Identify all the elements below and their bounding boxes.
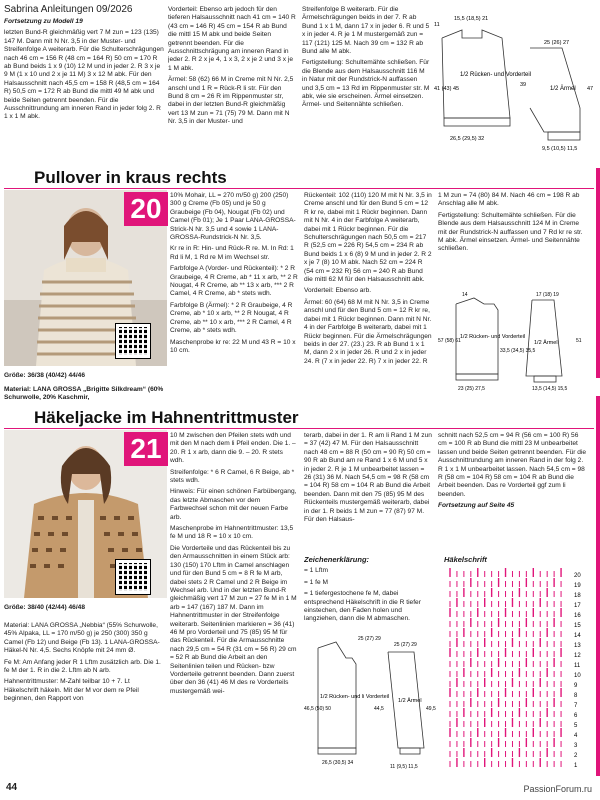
chart-row-number: 10 [574,673,581,679]
chart-row-number: 19 [574,583,581,589]
piece-label: 1/2 Rücken- und li Vorderteil [320,694,390,700]
dim-label: 25 (27) 29 [394,642,417,648]
sec21-column-2 [304,432,432,550]
dim-label: 11 (9,5) 11,5 [390,764,418,770]
paragraph: Die Vorderteile und das Rückenteil bis zu den Armausschnitten in einem Stück arb: 130 (150) 170 Lftm in Camel anschlagen und für den Bund 5 cm = 8 R fe M arb, dabei stets 2 R Camel und 2 R Beige im Wechsel arb. Und in der letzten Bund-R gleichmäßig vert 17 M zun = 27 fe M in 1 M arb = 147 (167) 187 M. Dann im Hahnentrittmuster in der Streifenfolge weiterarb. Seitenlinien markieren = 36 (41) 46 M pro Vorderteil und 75 (85) 95 M für das Rückenteil. Für die Armausschnitte nach 29,5 cm = 54 R (31 cm = 56 R) 29 cm = 52 R ab Bund die Arbeit an den Seitenlinien teilen und Rücken- bzw Vorderteile getrennt beenden. Dann zuerst über den 36 (41) 46 M des re Vorderteils mustergemäß wei- [170,544,297,695]
chart-row-number: 2 [574,753,578,759]
dim-label: 15,5 (18,5) 21 [454,16,489,22]
chart-row-number: 4 [574,733,578,739]
paragraph: Kr re in R: Hin- und Rück-R re. M. In Rd: 1 Rd li M, 1 Rd re M im Wechsel str. [170,245,294,261]
sec21-column-0 [4,622,164,778]
chart-row-number: 6 [574,713,578,719]
material-line: Material: LANA GROSSA „Brigitte Silkdream“ (60% Schurwolle, 20% Kaschmir, [4,386,164,402]
section-accent-bar [596,396,600,776]
top-column-2 [168,6,296,166]
chart-row-number: 11 [574,663,581,669]
paragraph: Hinweis: Für einen schönen Farbübergang, das letzte Abmaschen vor dem Farbwechsel schon mit der neuen Farbe arb. [170,488,297,521]
page-number: 44 [6,782,18,793]
paragraph: Vorderteil: Ebenso arb jedoch für den tieferen Halsausschnitt nach 41 cm = 140 R (43 cm = 146 R) 45 cm = 154 R ab Bund die mittl 15 M abk und beide Seiten getrennt beenden. Für die Ausschnittschrägung am inneren Rand in jeder 2. R 2 x je 4, 1 x 3, 2 x je 2 und 3 x je 1 M abk. [168,6,296,72]
paragraph: Material: LANA GROSSA „Nebbia“ (55% Schurwolle, 45% Alpaka, LL = 170 m/50 g) je 250 (300) 350 g Camel (Fb 12) und Beige (Fb 13). 1 LANA-GROSSA-Häkel-N Nr. 4,5. Sechs Knöpfe mit 24 mm Ø. [4,622,160,655]
paragraph: Ärmel: 60 (64) 68 M mit N Nr. 3,5 in Creme anschl und für den Bund 5 cm = 12 R kr re, dabei mit 1 Rückr beginnen. Dann mit N Nr. 4 in der Farbfolge B weiterarb, dabei mit 1 Rückr beginnen. Für die Ärmelschrägungen beids in der 27. (23.) 23. R ab Bund 1 x 1 M, dann 2 x in jeder 26. R und 2 x in jeder 24. R (7 x in jeder 22. R) 7 x in jeder 22. R [304,298,432,365]
paragraph: 10% Mohair, LL = 270 m/50 g) 200 (250) 300 g Creme (Fb 05) und je 50 g Graubeige (Fb 04), Nougat (Fb 02) und Camel (Fb 01); Je 1 Paar LANA-GROSSA-Strick-N Nr. 3,5 und 4 sowie 1 LANA-GROSSA-Rundstrick-N Nr. 3,5. [170,192,296,242]
dim-label: 17 (18) 19 [536,292,559,298]
chart-row-number: 1 [574,763,578,769]
crochet-chart-title: Häkelschrift [444,555,487,564]
sec20-column-1 [170,192,298,392]
paragraph: Fe M: Am Anfang jeder R 1 Lftm zusätzlich arb. Die 1. fe M der 1. R in die 2. Lftm ab N arb. [4,658,161,675]
dim-label: 25 (26) 27 [544,40,570,46]
paragraph: Maschenprobe im Hahnentrittmuster: 13,5 fe M und 18 R = 10 x 10 cm. [170,525,294,541]
piece-label: 1/2 Ärmel [398,698,422,704]
piece-label: 1/2 Ärmel [550,86,576,92]
legend-item: = 1 Lftm [304,567,329,575]
paragraph: Streifenfolge: * 6 R Camel, 6 R Beige, ab * stets wdh. [170,468,295,485]
dim-label: 57 (58) 61 [438,338,461,344]
paragraph: Rückenteil: 102 (110) 120 M mit N Nr. 3,5 in Creme anschl und für den Bund 5 cm = 12 R kr re, dabei mit 1 Rückr beginnen. Dann mit N Nr. 4 in der Farbfolge A weiterarb, dabei mit 1 Rückr beginnen. Für die Schulterschrägungen nach 50,5 cm = 217 R (52,5 cm = 226 R) 54,5 cm = 234 R ab Bund beids 1 x 6 (8) 9 M und in jeder 2. R 2 x je 7 (8) 10 M abk. Nach 52 cm = 224 R (54 cm = 232 R) 56 cm = 240 R ab Bund die mittl 62 M für den Halsausschnitt abk. [304,192,432,284]
dim-label: 47 [587,86,594,92]
dim-label: 14 [462,292,468,298]
dim-label: 44,5 [374,706,384,712]
chart-row-number: 9 [574,683,578,689]
chart-row-number: 20 [574,573,581,579]
qr-code-icon[interactable] [116,324,150,358]
paragraph: Ärmel: 58 (62) 66 M in Creme mit N Nr. 2,5 anschl und 1 R = Rück-R li str. Für den Bund 8 cm = 26 R im Rippenmuster str, dabei in der letzten Bund-R gleichmäßig vert 13 M zun = 71 (75) 79 M. Dann mit N Nr. 3,5 in der Muster- und [168,76,294,126]
top-column-3 [302,6,430,166]
chart-row-number: 17 [574,603,581,609]
paragraph: 10 M zwischen den Pfeilen stets wdh und mit den M nach dem li Pfeil enden. Die 1. – 20. R 1 x arb, dann die 9. – 20. R stets wdh. [170,432,296,465]
paragraph: Fertigstellung: Schultemähte schließen. Für die Blende aus dem Halsausschnitt 124 M in Creme mit der Rundstrick-N auffassen und 7 Rd kr re str. M abk. Ärmel einsetzen. Ärmel- und Seitennähte schließen. [438,211,583,253]
paragraph: Streifenfolge B weiterarb. Für die Ärmelschrägungen beids in der 7. R ab Bund 1 x 1 M, dann 17 x in jeder 6. R und 5 x in jeder 4. R je 1 M mustergemäß zun = 117 (121) 125 M. Nach 39 cm = 132 R ab Bund alle M abk. [302,6,430,56]
chart-row-number: 14 [574,633,581,639]
dim-label: 26,5 (29,5) 32 [450,136,485,142]
paragraph: Farbfolge B (Ärmel): * 2 R Graubeige, 4 R Creme, ab * 10 x arb, ** 2 R Nougat, 4 R Creme, ab ** 10 x arb, *** 2 R Camel, 4 R Creme, ab * stets wdh. [170,301,293,335]
chart-row-number: 8 [574,693,578,699]
paragraph: Vorderteil: Ebenso arb. [304,287,372,295]
chart-row-number: 15 [574,623,581,629]
site-watermark: PassionForum.ru [523,784,592,794]
sec20-schematics [436,290,592,394]
top-column-1 [4,18,164,160]
piece-label: 1/2 Rücken- und Vorderteil [460,334,526,340]
piece-label: 1/2 Ärmel [534,340,558,346]
sizes: Größe: 36/38 (40/42) 44/46 [4,372,86,379]
dim-label: 51 [576,338,582,344]
crochet-chart [444,568,594,772]
chart-row-number: 5 [574,723,578,729]
crochet-chart-title-wrap [444,556,594,566]
paragraph: Hahnentrittmuster: M-Zahl teilbar 10 + 7. Lt Häkelschrift häkeln. Mit der M vor dem re Pfeil beginnen, den Rapport von [4,678,139,703]
sec20-column-3 [438,192,588,282]
paragraph: letzten Bund-R gleichmäßig vert 7 M zun = 123 (135) 147 M. Dann mit N Nr. 3,5 in der Muster- und Streifenfolge A weiterarb. Für die Schulterschrägungen nach 46 cm = 156 R (48 cm = 164 R) 50 cm = 170 R ab Bund beids 1 x 9 (10) 12 M und in jeder 2. R 3 x je 9 M (1 x 10 und 2 x je 11 M) 3 x 12 M abk. Für den Halsausschnitt nach 45,5 cm = 158 R (48,5 cm = 164 R) 50,5 cm = 172 R ab Bund die mittl 49 M abk und beide Seiten getrennt beenden. Für die Ausschnittrundung am inneren Rand in jeder folg 2. R 1 x 1 M abk. [4,29,164,121]
legend [304,556,432,628]
continuation-title: Fortsetzung zu Modell 19 [4,18,83,25]
sec21-schematics [302,630,438,780]
dim-label: 41 (43) 45 [434,86,460,92]
sec21-column-3 [438,432,588,550]
legend-title: Zeichenerklärung: [304,556,370,564]
model-number-badge: 20 [124,192,168,226]
paragraph: Maschenprobe kr re: 22 M und 43 R = 10 x 10 cm. [170,338,296,354]
dim-label: 9,5 (10,5) 11,5 [542,146,578,152]
chart-row-number: 7 [574,703,578,709]
section-21-title: Häkeljacke im Hahnentrittmuster [34,408,299,427]
dim-label: 23 (25) 27,5 [458,386,485,392]
chart-row-number: 13 [574,643,581,649]
dim-label: 33,5 (34,5) 35,5 [500,348,536,354]
top-schematics [432,8,598,168]
sec21-column-1 [170,432,298,778]
sec20-column-2 [304,192,432,392]
chart-row-number: 18 [574,593,581,599]
paragraph: Farbfolge A (Vorder- und Rückenteil): * 2 R Graubeige, 4 R Creme, ab * 11 x arb, ** 2 R Nougat, 4 R Creme, ab ** 13 x arb, *** 2 R Camel, 4 R Creme, ab * stets wdh. [170,265,298,298]
magazine-header: Sabrina Anleitungen 09/2026 [4,4,133,15]
paragraph: terarb, dabei in der 1. R am li Rand 1 M zun = 37 (42) 47 M. Für den Halsausschnitt nach 48 cm = 88 R (50 cm = 90 R) 50 cm = 90 R ab Bund am re Rand 1 x 6 M und 5 x in jeder 2. R je 1 M unbearbeitet lassen = 26 (31) 36 M. Nach 54,5 cm = 98 R (58 cm = 104 R) 58 cm = 104 R ab Bund die Arbeit beenden. Dann mit den 75 (85) 95 M des Rückenteils mustergemäß weiterarb, dabei in der 1. R beids 1 M zun = 77 (87) 97 M. Für den Halsaus- [304,432,432,524]
dim-label: 25 (27) 29 [358,636,381,642]
paragraph: 1 M zun = 74 (80) 84 M. Nach 46 cm = 198 R ab Anschlag alle M abk. [438,192,580,208]
legend-item: = 1 tiefergestochene fe M, dabei entsprechend Häkelschrift in die R tiefer einstechen, den Faden holen und langziehen, dann die M abmaschen. [304,590,421,623]
model-number-badge: 21 [124,432,168,466]
paragraph: Fertigstellung: Schultemähte schließen. Für die Blende aus dem Halsausschnitt 116 M in Natur mit der Rundstrick-N auffassen und 3,5 cm = 13 Rd im Rippenmuster str. M abk, wie sie erscheinen. Ärmel einsetzen. Ärmel- und Seitennähte schließen. [302,59,430,109]
legend-item: = 1 fe M [304,578,329,586]
piece-label: 1/2 Rücken- und Vorderteil [460,72,532,78]
qr-code-icon[interactable] [116,560,150,594]
dim-label: 11 [434,22,440,28]
section-rule [4,188,594,189]
dim-label: 39 [520,82,527,88]
dim-label: 26,5 (30,5) 34 [322,760,354,766]
section-accent-bar [596,168,600,378]
chart-row-number: 16 [574,613,581,619]
sizes: Größe: 38/40 (42/44) 46/48 [4,604,86,611]
dim-label: 49,5 [426,706,436,712]
paragraph: schnitt nach 52,5 cm = 94 R (56 cm = 100 R) 56 cm = 100 R ab Bund die mittl 23 M unbearbeitet lassen und beide Seiten getrennt beenden. Für die Ausschnittrundung am inneren Rand in der folg 2. R 1 x 1 M unbearbeitet lassen. Nach 54,5 cm = 98 R (58 cm = 104 R) 58 cm = 104 R ab Bund die Arbeit beenden. Das re Vorderteil ggf zum li beenden. [438,432,587,498]
chart-row-number: 3 [574,743,578,749]
dim-label: 13,5 (14,5) 15,5 [532,386,568,392]
section-rule [4,428,594,429]
section-20-title: Pullover in kraus rechts [34,168,227,187]
chart-row-number: 12 [574,653,581,659]
dim-label: 46,5 (50) 50 [304,706,331,712]
continuation-note: Fortsetzung auf Seite 45 [438,502,515,510]
